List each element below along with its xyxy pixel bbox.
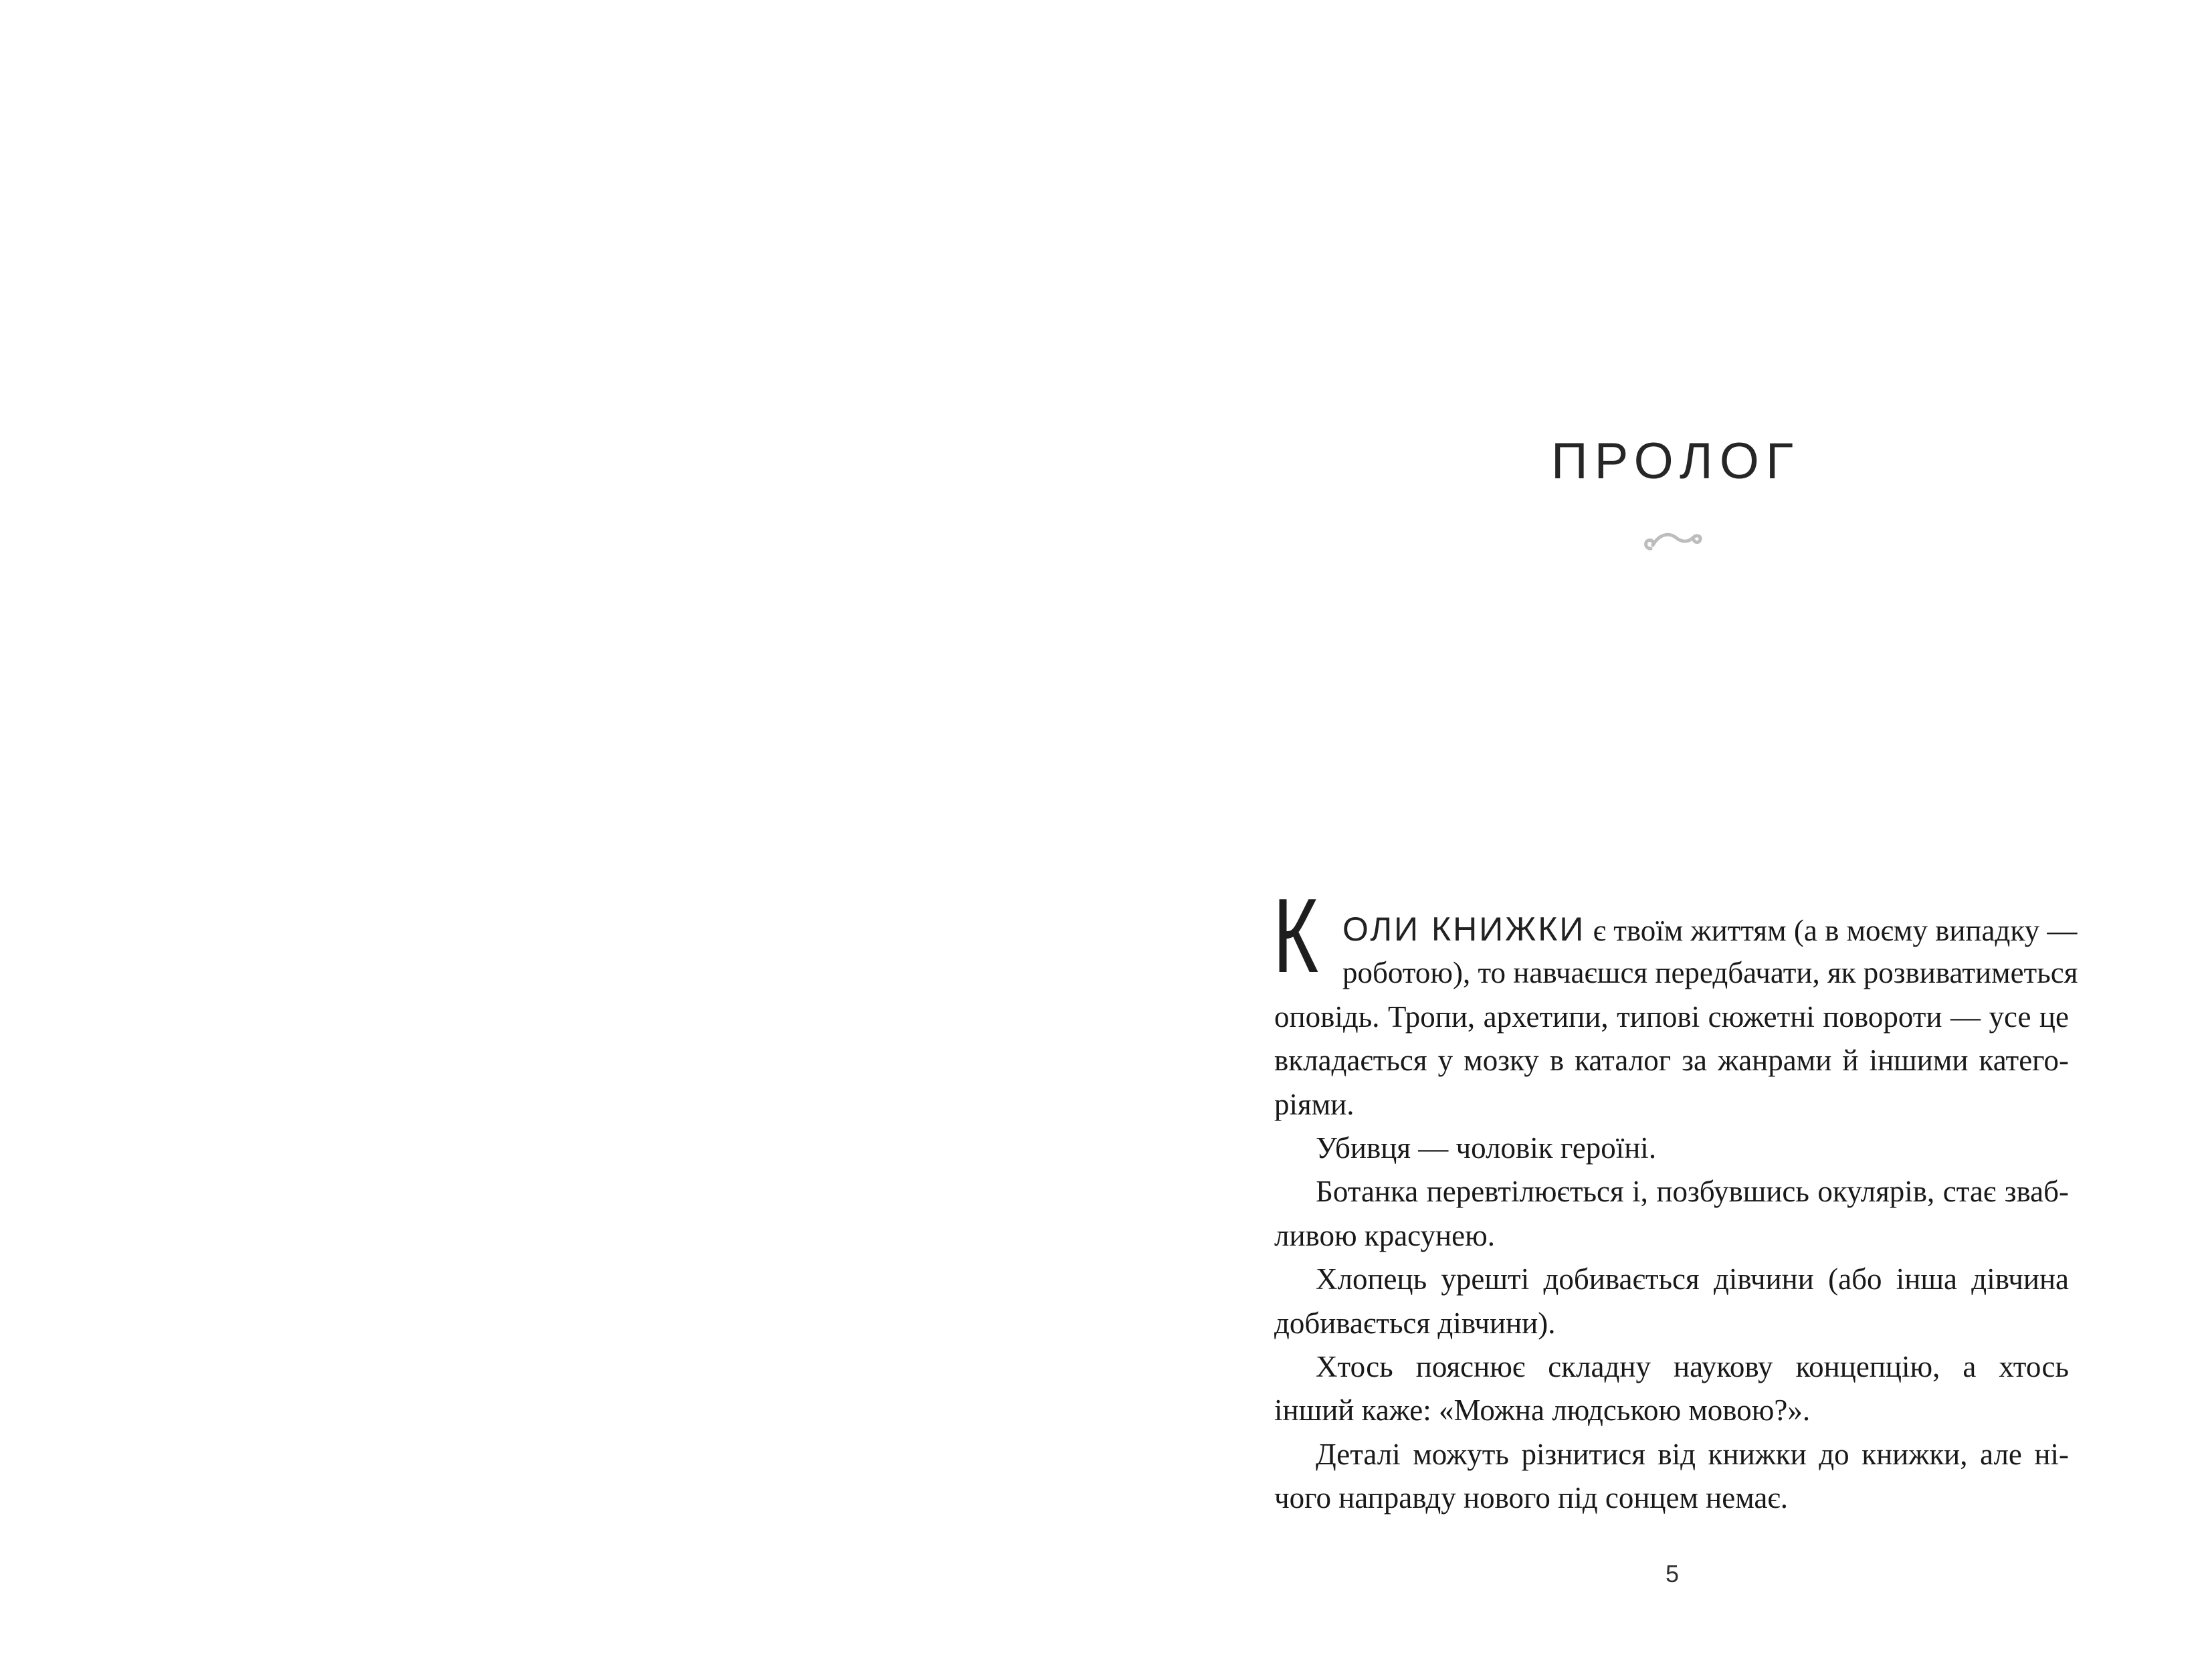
swash-tilde-ornament [1640, 522, 1706, 557]
drop-cap-letter: К [1273, 877, 1319, 995]
text-line: Хлопець урешті добивається дівчини (або інша дівчина [1316, 1262, 2069, 1296]
prologue-text-block [1274, 908, 2078, 1520]
text-line: Убивця — чоловік героїні. [1316, 1131, 1657, 1165]
text-line: вкладається у мозку в каталог за жанрами й іншими катего- [1274, 1044, 2069, 1078]
lead-in-small-caps: ОЛИ КНИЖКИ [1342, 910, 1586, 948]
text-line: Деталі можуть різнитися від книжки до книжки, але ні- [1316, 1437, 2069, 1471]
text-line: ріями. [1274, 1087, 1354, 1121]
text-line: інший каже: «Можна людською мовою?». [1274, 1393, 1811, 1428]
chapter-title: ПРОЛОГ [1550, 433, 1801, 490]
text-line: ливою красунею. [1274, 1218, 1495, 1252]
text-line: Ботанка перевтілюється і, позбувшись окулярів, стає зваб- [1316, 1175, 2069, 1209]
text-line: Хтось пояснює складну наукову концепцію, а хтось [1316, 1349, 2069, 1383]
text-line: добивається дівчини). [1274, 1306, 1556, 1340]
text-line: оповідь. Тропи, архетипи, типові сюжетні повороти — усе це [1274, 999, 2069, 1034]
page-number: 5 [1665, 1560, 1680, 1587]
text-line: чого направду нового під сонцем немає. [1274, 1481, 1788, 1515]
text-line: роботою), то навчаєшся передбачати, як розвиватиметься [1342, 956, 2078, 990]
text-line: ОЛИ КНИЖКИ є твоїм життям (а в моєму випадку — [1342, 910, 2078, 948]
